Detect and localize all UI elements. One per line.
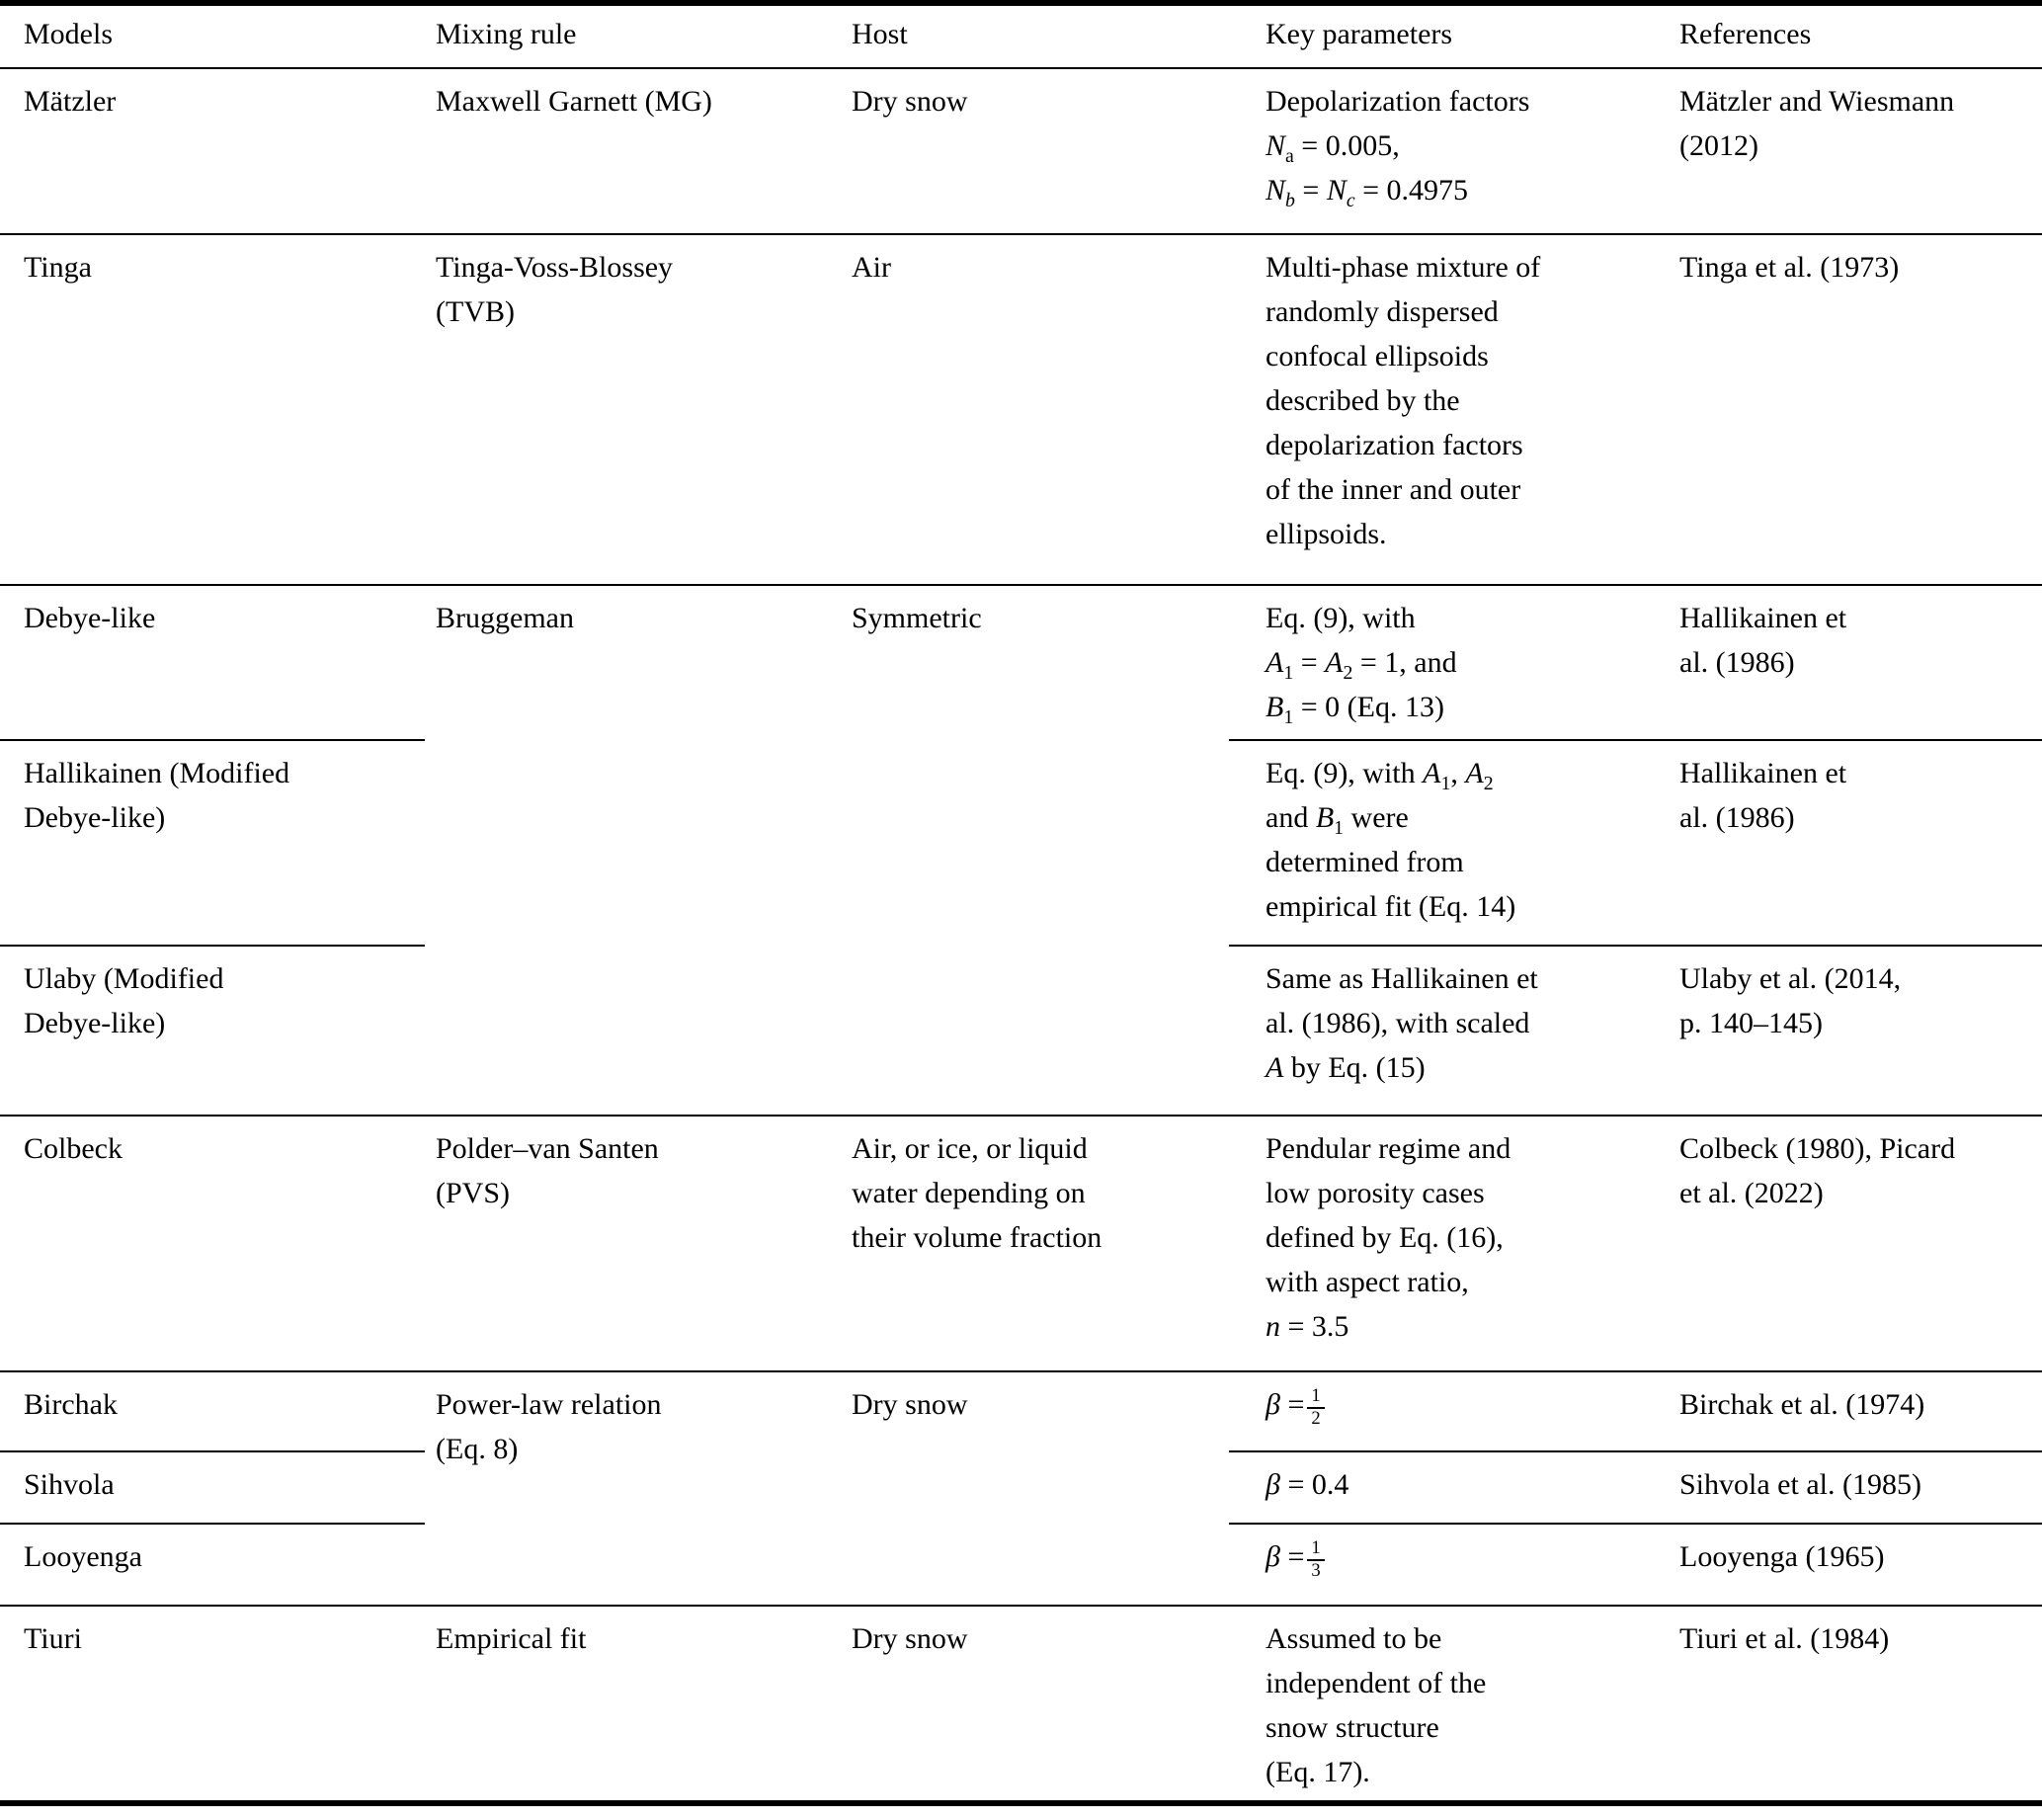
- fraction-denominator: 3: [1307, 1559, 1324, 1582]
- math-sub: 1: [1283, 706, 1294, 728]
- math-sub: a: [1285, 145, 1294, 167]
- text-line: ellipsoids.: [1266, 518, 1387, 550]
- math-var: A: [1266, 1051, 1284, 1084]
- math-var: B: [1315, 801, 1335, 834]
- cell-key-parameters: [1229, 946, 1668, 1116]
- math-var: n: [1266, 1310, 1280, 1343]
- fraction: [1307, 1538, 1324, 1582]
- cell-mixing-rule: [425, 234, 840, 585]
- math-sub: 1: [1283, 662, 1294, 684]
- text-line: Dry snow: [852, 1622, 968, 1655]
- text-line: (Eq. 8): [436, 1433, 519, 1465]
- text-line: Debye-like: [24, 602, 156, 634]
- cell-models: [0, 585, 425, 740]
- text-line: snow structure: [1266, 1711, 1439, 1744]
- cell-mixing-rule: [425, 1606, 840, 1803]
- math-line: [1266, 1534, 1668, 1582]
- text-line: Tiuri: [24, 1622, 82, 1655]
- text-line: defined by Eq. (16),: [1266, 1221, 1504, 1254]
- text-line: al. (1986), with scaled: [1266, 1007, 1530, 1039]
- cell-host: [840, 234, 1229, 585]
- text-line: (PVS): [436, 1177, 511, 1209]
- text-line: Assumed to be: [1266, 1622, 1442, 1655]
- math-text: = 1, and: [1359, 646, 1457, 679]
- cell-references: [1668, 1451, 2042, 1524]
- cell-references: [1668, 1116, 2042, 1371]
- math-text: and: [1266, 801, 1309, 834]
- cell-key-parameters: [1229, 1606, 1668, 1803]
- cell-models: [0, 234, 425, 585]
- math-sub: 2: [1343, 662, 1353, 684]
- math-var: N: [1266, 174, 1286, 207]
- text-line: empirical fit (Eq. 14): [1266, 890, 1516, 923]
- text-line: (Eq. 17).: [1266, 1756, 1370, 1788]
- math-text: = 3.5: [1287, 1310, 1349, 1343]
- cell-key-parameters: [1229, 234, 1668, 585]
- row-birchak: [0, 1371, 2042, 1451]
- cell-references: [1668, 1524, 2042, 1606]
- math-line: [1266, 1462, 1668, 1507]
- text-line: et al. (2022): [1679, 1177, 1824, 1209]
- math-line: [1266, 1382, 1668, 1430]
- text-line: Colbeck: [24, 1132, 123, 1165]
- header-row: [0, 3, 2042, 68]
- text-line: Sihvola et al. (1985): [1679, 1468, 1921, 1501]
- text-line: al. (1986): [1679, 646, 1795, 679]
- text-line: (2012): [1679, 129, 1758, 162]
- math-text: were: [1350, 801, 1409, 834]
- math-text: =: [1300, 646, 1318, 679]
- cell-references: [1668, 1606, 2042, 1803]
- cell-models: [0, 1524, 425, 1606]
- text-line: Sihvola: [24, 1468, 115, 1501]
- cell-models: [0, 1451, 425, 1524]
- math-text: = 0 (Eq. 13): [1300, 691, 1444, 723]
- cell-models: [0, 946, 425, 1116]
- math-line: [1266, 751, 1668, 795]
- text-line: p. 140–145): [1679, 1007, 1823, 1039]
- fraction-numerator: 1: [1311, 1537, 1321, 1559]
- cell-models: [0, 740, 425, 946]
- text-line: Tiuri et al. (1984): [1679, 1622, 1890, 1655]
- text-line: Empirical fit: [436, 1622, 587, 1655]
- text-line: Debye-like): [24, 1007, 166, 1039]
- math-line: [1266, 1304, 1668, 1349]
- row-tinga: [0, 234, 2042, 585]
- cell-host: [840, 1116, 1229, 1371]
- cell-references: [1668, 585, 2042, 740]
- text-line: al. (1986): [1679, 801, 1795, 834]
- text-line: confocal ellipsoids: [1266, 340, 1489, 372]
- cell-host: [840, 585, 1229, 1116]
- math-text: =: [1302, 174, 1320, 207]
- math-var: N: [1326, 174, 1347, 207]
- text-line: Dry snow: [852, 1388, 968, 1421]
- math-text: Eq. (9), with: [1266, 757, 1416, 789]
- text-line: Pendular regime and: [1266, 1132, 1511, 1165]
- cell-models: [0, 1116, 425, 1371]
- cell-mixing-rule: [425, 1116, 840, 1371]
- cell-references: [1668, 740, 2042, 946]
- math-var: β: [1266, 1388, 1280, 1421]
- math-line: [1266, 685, 1668, 729]
- text-line: Maxwell Garnett (MG): [436, 85, 712, 118]
- text-line: Colbeck (1980), Picard: [1679, 1132, 1956, 1165]
- fraction-numerator: 1: [1311, 1385, 1321, 1407]
- row-matzler: [0, 68, 2042, 234]
- fraction: [1307, 1386, 1324, 1430]
- col-header-references: References: [1668, 3, 2042, 68]
- text-line: Ulaby et al. (2014,: [1679, 962, 1902, 995]
- math-text: by Eq. (15): [1290, 1051, 1426, 1084]
- math-line: [1266, 640, 1668, 685]
- cell-models: [0, 1606, 425, 1803]
- text-line: Looyenga: [24, 1540, 142, 1573]
- text-line: Dry snow: [852, 85, 968, 118]
- math-var: A: [1465, 757, 1484, 789]
- text-line: of the inner and outer: [1266, 473, 1521, 506]
- text-line: water depending on: [852, 1177, 1086, 1209]
- math-text: = 0.4: [1287, 1468, 1349, 1501]
- text-line: Mätzler: [24, 85, 117, 118]
- cell-host: [840, 68, 1229, 234]
- cell-host: [840, 1606, 1229, 1803]
- math-text: = 0.005,: [1301, 129, 1400, 162]
- math-line: [1266, 168, 1668, 212]
- cell-models: [0, 1371, 425, 1451]
- math-text: =: [1287, 1540, 1305, 1573]
- cell-references: [1668, 946, 2042, 1116]
- math-sub: c: [1346, 190, 1355, 211]
- text-line: Tinga et al. (1973): [1679, 251, 1900, 284]
- math-line: [1266, 124, 1668, 168]
- text-line: Hallikainen et: [1679, 602, 1847, 634]
- text-line: Polder–van Santen: [436, 1132, 659, 1165]
- math-text: ,: [1450, 757, 1458, 789]
- col-header-key-parameters: Key parameters: [1229, 3, 1668, 68]
- cell-key-parameters: [1229, 1371, 1668, 1451]
- cell-mixing-rule: [425, 68, 840, 234]
- math-var: β: [1266, 1468, 1280, 1501]
- text-line: determined from: [1266, 846, 1464, 878]
- text-line: Eq. (9), with: [1266, 602, 1416, 634]
- math-var: A: [1266, 646, 1284, 679]
- text-line: Bruggeman: [436, 602, 574, 634]
- text-line: Multi-phase mixture of: [1266, 251, 1541, 284]
- cell-mixing-rule: [425, 1371, 840, 1606]
- text-line: Birchak et al. (1974): [1679, 1388, 1925, 1421]
- math-var: A: [1423, 757, 1441, 789]
- text-line: Power-law relation: [436, 1388, 662, 1421]
- text-line: depolarization factors: [1266, 429, 1523, 461]
- math-var: N: [1266, 129, 1286, 162]
- cell-references: [1668, 1371, 2042, 1451]
- cell-references: [1668, 68, 2042, 234]
- cell-key-parameters: [1229, 1451, 1668, 1524]
- text-line: low porosity cases: [1266, 1177, 1485, 1209]
- cell-key-parameters: [1229, 1524, 1668, 1606]
- text-line: Same as Hallikainen et: [1266, 962, 1538, 995]
- math-text: = 0.4975: [1362, 174, 1469, 207]
- cell-key-parameters: [1229, 68, 1668, 234]
- cell-key-parameters: [1229, 585, 1668, 740]
- text-line: Hallikainen (Modified: [24, 757, 290, 789]
- row-colbeck: [0, 1116, 2042, 1371]
- text-line: Air: [852, 251, 891, 284]
- math-text: =: [1287, 1388, 1305, 1421]
- math-sub: 1: [1334, 817, 1345, 839]
- text-line: Symmetric: [852, 602, 982, 634]
- cell-mixing-rule: [425, 585, 840, 1116]
- text-line: Air, or ice, or liquid: [852, 1132, 1088, 1165]
- text-line: Ulaby (Modified: [24, 962, 224, 995]
- text-line: Debye-like): [24, 801, 166, 834]
- math-sub: 2: [1483, 773, 1494, 794]
- cell-references: [1668, 234, 2042, 585]
- text-line: Looyenga (1965): [1679, 1540, 1885, 1573]
- text-line: Birchak: [24, 1388, 118, 1421]
- cell-models: [0, 68, 425, 234]
- text-line: randomly dispersed: [1266, 295, 1499, 328]
- cell-key-parameters: [1229, 740, 1668, 946]
- math-sub: b: [1285, 190, 1295, 211]
- text-line: independent of the: [1266, 1667, 1487, 1699]
- fraction-denominator: 2: [1307, 1407, 1324, 1430]
- cell-key-parameters: [1229, 1116, 1668, 1371]
- math-var: A: [1325, 646, 1344, 679]
- math-line: [1266, 795, 1668, 840]
- col-header-host: Host: [840, 3, 1229, 68]
- col-header-models: Models: [0, 3, 425, 68]
- row-tiuri: [0, 1606, 2042, 1803]
- text-line: their volume fraction: [852, 1221, 1103, 1254]
- row-debye-like: [0, 585, 2042, 740]
- math-line: [1266, 1045, 1668, 1090]
- text-line: Mätzler and Wiesmann: [1679, 85, 1955, 118]
- text-line: described by the: [1266, 384, 1460, 417]
- col-header-mixing-rule: Mixing rule: [425, 3, 840, 68]
- math-var: β: [1266, 1540, 1280, 1573]
- math-sub: 1: [1440, 773, 1451, 794]
- math-var: B: [1266, 691, 1284, 723]
- text-line: (TVB): [436, 295, 515, 328]
- text-line: Hallikainen et: [1679, 757, 1847, 789]
- text-line: with aspect ratio,: [1266, 1266, 1469, 1298]
- text-line: Tinga: [24, 251, 92, 284]
- text-line: Depolarization factors: [1266, 85, 1530, 118]
- text-line: Tinga-Voss-Blossey: [436, 251, 674, 284]
- cell-host: [840, 1371, 1229, 1606]
